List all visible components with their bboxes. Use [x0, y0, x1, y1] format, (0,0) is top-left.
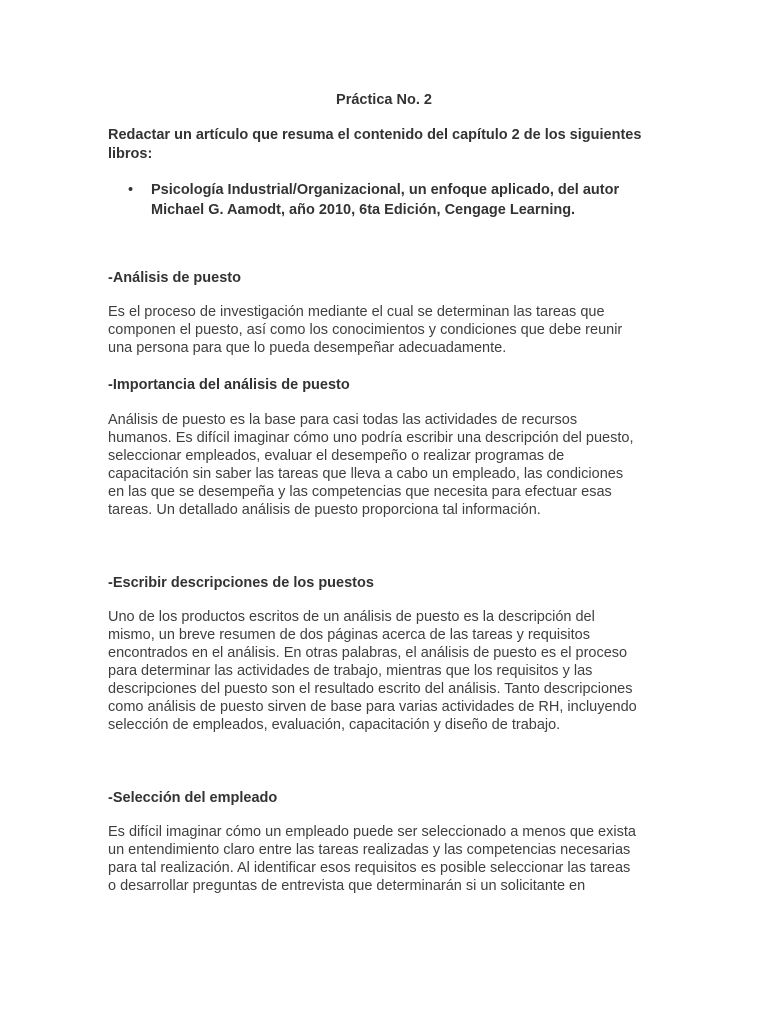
list-item	[128, 180, 648, 220]
paragraph-line: seleccionar empleados, evaluar el desempeño o realizar programas de	[108, 448, 565, 464]
page-title: Práctica No. 2	[336, 92, 432, 108]
paragraph-line: una persona para que lo pueda desempeñar adecuadamente.	[108, 340, 507, 356]
paragraph-line: capacitación sin saber las tareas que lleva a cabo un empleado, las condiciones	[108, 466, 624, 482]
section-heading: -Importancia del análisis de puesto	[108, 377, 350, 393]
paragraph-line: como análisis de puesto sirven de base para varias actividades de RH, incluyendo	[108, 699, 637, 715]
section-heading: -Selección del empleado	[108, 790, 278, 806]
paragraph-line: para tal realización. Al identificar esos requisitos es posible seleccionar las tareas	[108, 860, 631, 876]
paragraph-line: Uno de los productos escritos de un análisis de puesto es la descripción del	[108, 609, 595, 625]
paragraph-line: Análisis de puesto es la base para casi todas las actividades de recursos	[108, 412, 578, 428]
list-item-line: Michael G. Aamodt, año 2010, 6ta Edición, Cengage Learning.	[151, 202, 576, 218]
book-list	[128, 180, 648, 220]
paragraph-line: descripciones del puesto son el resultado escrito del análisis. Tanto descripciones	[108, 681, 633, 697]
paragraph-line: selección de empleados, evaluación, capacitación y diseño de trabajo.	[108, 717, 561, 733]
section-importancia	[108, 377, 668, 519]
paragraph-line: un entendimiento claro entre las tareas realizadas y las competencias necesarias	[108, 842, 631, 858]
section-paragraph	[108, 303, 668, 357]
section-seleccion-del-empleado	[108, 790, 668, 895]
paragraph-line: en las que se desempeña y las competencias que necesita para efectuar esas	[108, 484, 612, 500]
bullet-icon: •	[128, 182, 134, 198]
section-escribir-descripciones	[108, 575, 668, 734]
section-paragraph	[108, 608, 668, 734]
paragraph-line: para determinar las actividades de trabajo, mientras que los requisitos y las	[108, 663, 593, 679]
section-heading: -Escribir descripciones de los puestos	[108, 575, 374, 591]
paragraph-line: encontrados en el análisis. En otras palabras, el análisis de puesto es el proceso	[108, 645, 628, 661]
section-heading: -Análisis de puesto	[108, 270, 241, 286]
section-paragraph	[108, 823, 668, 895]
paragraph-line: Es difícil imaginar cómo un empleado puede ser seleccionado a menos que exista	[108, 824, 636, 840]
paragraph-line: humanos. Es difícil imaginar cómo uno podría escribir una descripción del puesto,	[108, 430, 634, 446]
paragraph-line: mismo, un breve resumen de dos páginas acerca de las tareas y requisitos	[108, 627, 590, 643]
paragraph-line: componen el puesto, así como los conocimientos y condiciones que debe reunir	[108, 322, 623, 338]
section-paragraph	[108, 411, 668, 519]
list-item-line: Psicología Industrial/Organizacional, un enfoque aplicado, del autor	[151, 182, 620, 198]
paragraph-line: Es el proceso de investigación mediante el cual se determinan las tareas que	[108, 304, 605, 320]
paragraph-line: o desarrollar preguntas de entrevista que determinarán si un solicitante en	[108, 878, 586, 894]
assignment-instruction: Redactar un artículo que resuma el contenido del capítulo 2 de los siguientes libros:	[108, 127, 642, 162]
paragraph-line: tareas. Un detallado análisis de puesto proporciona tal información.	[108, 502, 541, 518]
section-analisis-de-puesto	[108, 270, 668, 357]
